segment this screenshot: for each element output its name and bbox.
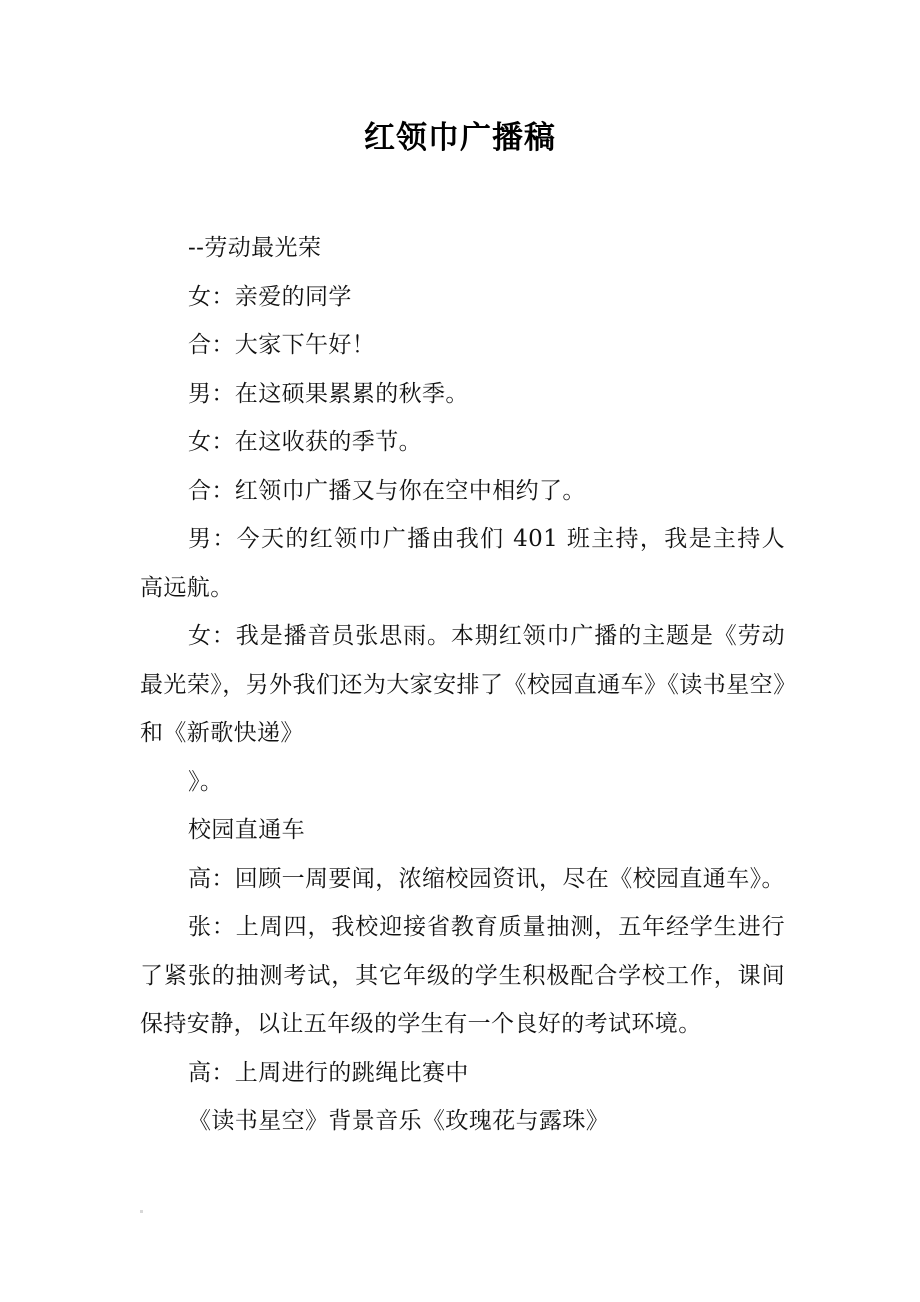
paragraph-line: 合：大家下午好！	[188, 332, 376, 358]
paragraph-line: 合：红领巾广播又与你在空中相约了。	[188, 477, 586, 504]
paragraph-line: 张：上周四，我校迎接省教育质量抽测，五年经学生进行了紧张的抽测考试，其它年级的学生积极配合学校工作，课间保持安静，以让五年级的学生有一个良好的考试环境。	[140, 914, 785, 1037]
page-speck	[140, 1210, 143, 1213]
paragraph-line: 女：亲爱的同学	[188, 283, 352, 310]
paragraph-line: 》。	[188, 768, 224, 795]
paragraph-line: 高：回顾一周要闻，浓缩校园资讯，尽在《校园直通车》。	[188, 865, 785, 892]
paragraph-line: 女：在这收获的季节。	[188, 429, 422, 455]
paragraph-line: 《读书星空》背景音乐《玫瑰花与露珠》	[188, 1108, 610, 1134]
document-title: 红领巾广播稿	[364, 120, 556, 156]
paragraph-line: 男：在这硕果累累的秋季。	[188, 380, 469, 407]
document-body	[140, 224, 785, 1146]
section-heading: 校园直通车	[188, 817, 305, 843]
paragraph-line: 女：我是播音员张思雨。本期红领巾广播的主题是《劳动最光荣》，另外我们还为大家安排了《校园直通车》《读书星空》和《新歌快递》	[140, 623, 785, 746]
paragraph-theme: --劳动最光荣	[188, 235, 322, 261]
paragraph-line: 高：上周进行的跳绳比赛中	[188, 1059, 469, 1086]
paragraph-line: 男：今天的红领巾广播由我们 401 班主持，我是主持人高远航。	[140, 526, 785, 601]
